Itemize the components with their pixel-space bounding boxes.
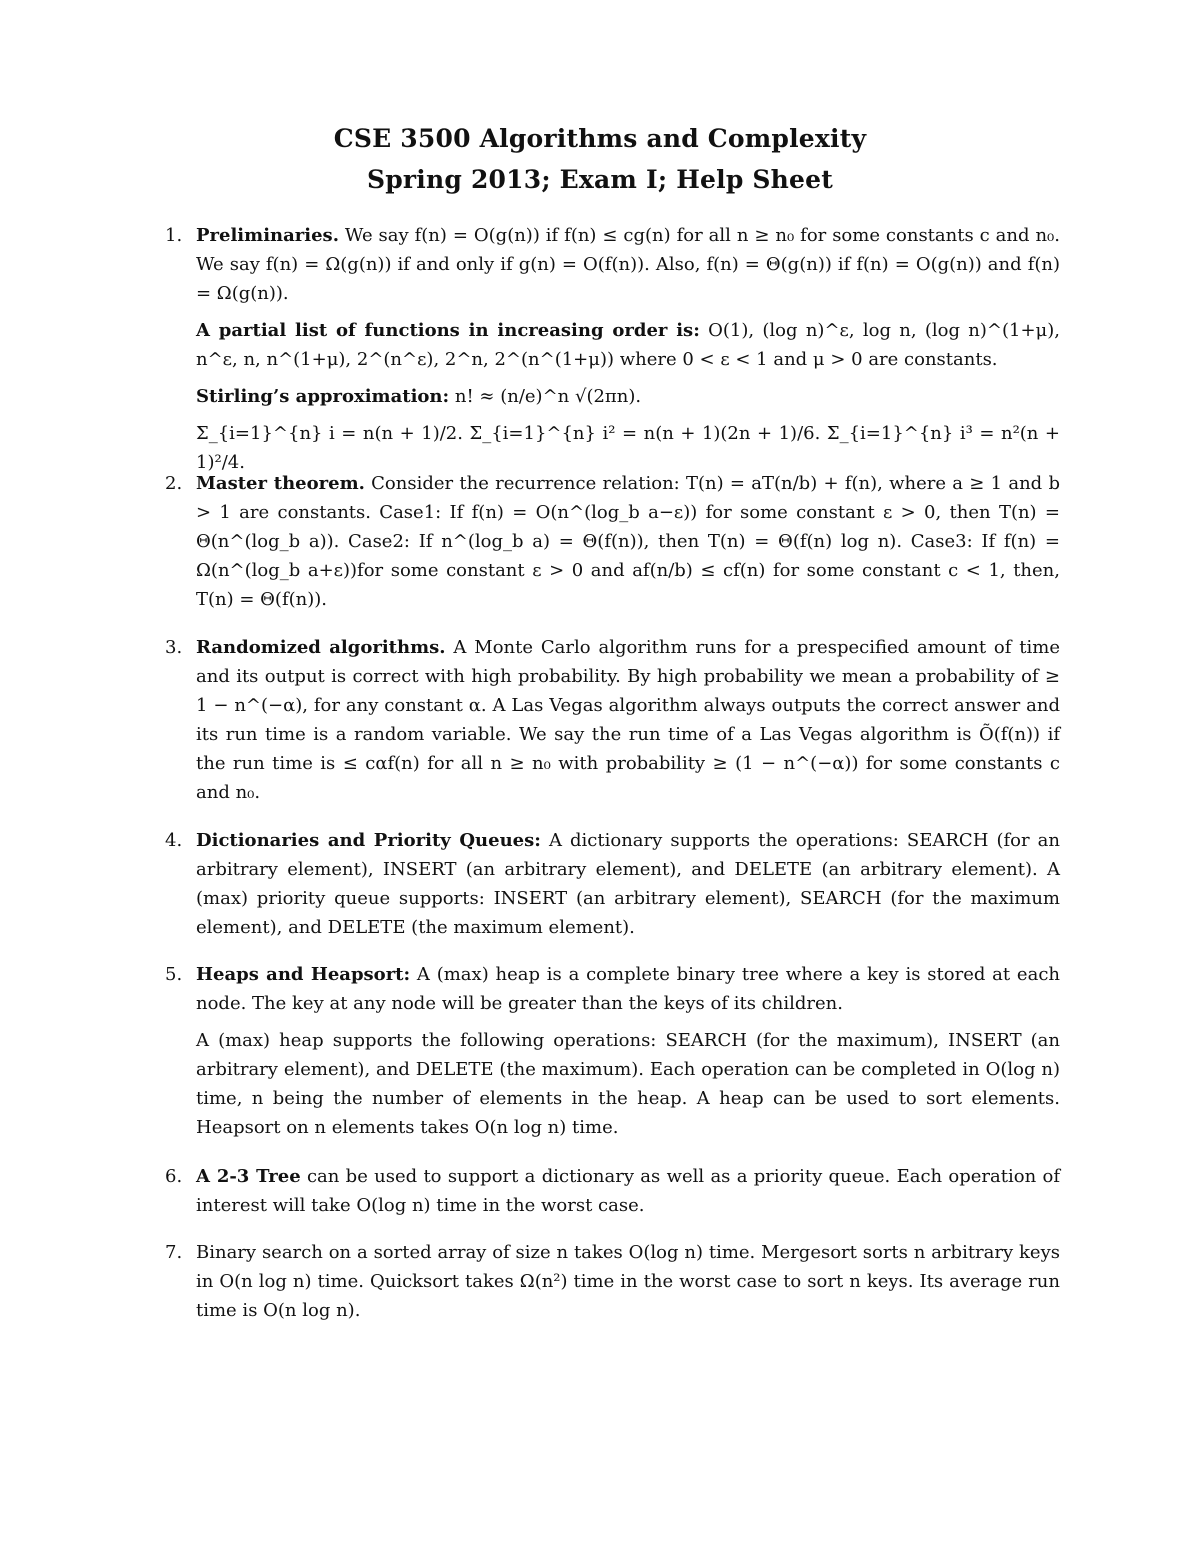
item-heading: Stirling’s approximation:	[196, 386, 450, 407]
list-item-master-theorem	[165, 469, 1060, 614]
item-text: Consider the recurrence relation: T(n) = aT(n/b) + f(n), where a ≥ 1 and b > 1 are constants. Case1: If f(n) = O(n^(log_b a−ε)) for some constant ε > 0, then T(n) = Θ(n^(log_b a)). Case2: If n^(log_b a) = Θ(f(n)), then T(n) = Θ(f(n) log n). Case3: If f(n) = Ω(n^(log_b a+ε))for some constant ε > 0 and af(n/b) ≤ cf(n) for some constant c < 1, then, T(n) = Θ(f(n)).	[196, 473, 1060, 610]
item-text: Binary search on a sorted array of size n takes O(log n) time. Mergesort sorts n arbitrary keys in O(n log n) time. Quicksort takes Ω(n²) time in the worst case to sort n keys. Its average run time is O(n log n).	[196, 1242, 1060, 1321]
paragraph	[196, 826, 1060, 942]
document-title: CSE 3500 Algorithms and Complexity	[333, 124, 867, 153]
item-number: 7.	[165, 1242, 183, 1263]
paragraph	[196, 1238, 1060, 1325]
list-item-randomized-algorithms	[165, 633, 1060, 807]
item-number: 2.	[165, 473, 183, 494]
item-text: n! ≈ (n/e)^n √(2πn).	[449, 386, 642, 407]
item-text: A (max) heap supports the following operations: SEARCH (for the maximum), INSERT (an arbitrary element), and DELETE (the maximum). Each operation can be completed in O(log n) time, n being the number of elements in the heap. A heap can be used to sort elements. Heapsort on n elements takes O(n log n) time.	[196, 1030, 1060, 1138]
item-text: A dictionary supports the operations: SEARCH (for an arbitrary element), INSERT (an arbitrary element), and DELETE (an arbitrary element). A (max) priority queue supports: INSERT (an arbitrary element), SEARCH (for the maximum element), and DELETE (the maximum element).	[196, 830, 1060, 938]
paragraph	[196, 221, 1060, 308]
list-item-sorting	[165, 1238, 1060, 1325]
item-heading: A 2-3 Tree	[196, 1166, 301, 1187]
item-text: Σ_{i=1}^{n} i = n(n + 1)/2. Σ_{i=1}^{n} i² = n(n + 1)(2n + 1)/6. Σ_{i=1}^{n} i³ = n²(n + 1)²/4.	[196, 423, 1060, 473]
item-heading: A partial list of functions in increasing order is:	[196, 320, 700, 341]
item-heading: Dictionaries and Priority Queues:	[196, 830, 541, 851]
item-number: 1.	[165, 225, 183, 246]
item-heading: Master theorem.	[196, 473, 365, 494]
document-subtitle: Spring 2013; Exam I; Help Sheet	[366, 165, 833, 194]
item-text: A Monte Carlo algorithm runs for a prespecified amount of time and its output is correct with high probability. By high probability we mean a probability of ≥ 1 − n^(−α), for any constant α. A Las Vegas algorithm always outputs the correct answer and its run time is a random variable. We say the run time of a Las Vegas algorithm is Õ(f(n)) if the run time is ≤ cαf(n) for all n ≥ n₀ with probability ≥ (1 − n^(−α)) for some constants c and n₀.	[196, 637, 1061, 803]
item-number: 3.	[165, 637, 183, 658]
item-text: O(1), (log n)^ε, log n, (log n)^(1+μ), n^ε, n, n^(1+μ), 2^(n^ε), 2^n, 2^(n^(1+μ)) where 0 < ε < 1 and μ > 0 are constants.	[196, 320, 1060, 370]
item-text: A (max) heap is a complete binary tree where a key is stored at each node. The key at any node will be greater than the keys of its children.	[196, 964, 1060, 1014]
paragraph	[196, 633, 1060, 807]
item-number: 5.	[165, 964, 183, 985]
paragraph	[196, 382, 1060, 411]
item-heading: Randomized algorithms.	[196, 637, 446, 658]
list-item-2-3-tree	[165, 1162, 1060, 1220]
list-item-heaps	[165, 960, 1060, 1142]
list-item-preliminaries	[165, 221, 1060, 477]
item-heading: Preliminaries.	[196, 225, 339, 246]
paragraph	[196, 469, 1060, 614]
item-number: 4.	[165, 830, 183, 851]
paragraph	[196, 960, 1060, 1018]
list-item-dictionaries	[165, 826, 1060, 942]
paragraph	[196, 316, 1060, 374]
item-text: can be used to support a dictionary as well as a priority queue. Each operation of interest will take O(log n) time in the worst case.	[196, 1166, 1060, 1216]
item-heading: Heaps and Heapsort:	[196, 964, 411, 985]
paragraph	[196, 1026, 1060, 1142]
paragraph	[196, 1162, 1060, 1220]
item-number: 6.	[165, 1166, 183, 1187]
item-text: We say f(n) = O(g(n)) if f(n) ≤ cg(n) for all n ≥ n₀ for some constants c and n₀. We say f(n) = Ω(g(n)) if and only if g(n) = O(f(n)). Also, f(n) = Θ(g(n)) if f(n) = O(g(n)) and f(n) = Ω(g(n)).	[196, 225, 1060, 304]
